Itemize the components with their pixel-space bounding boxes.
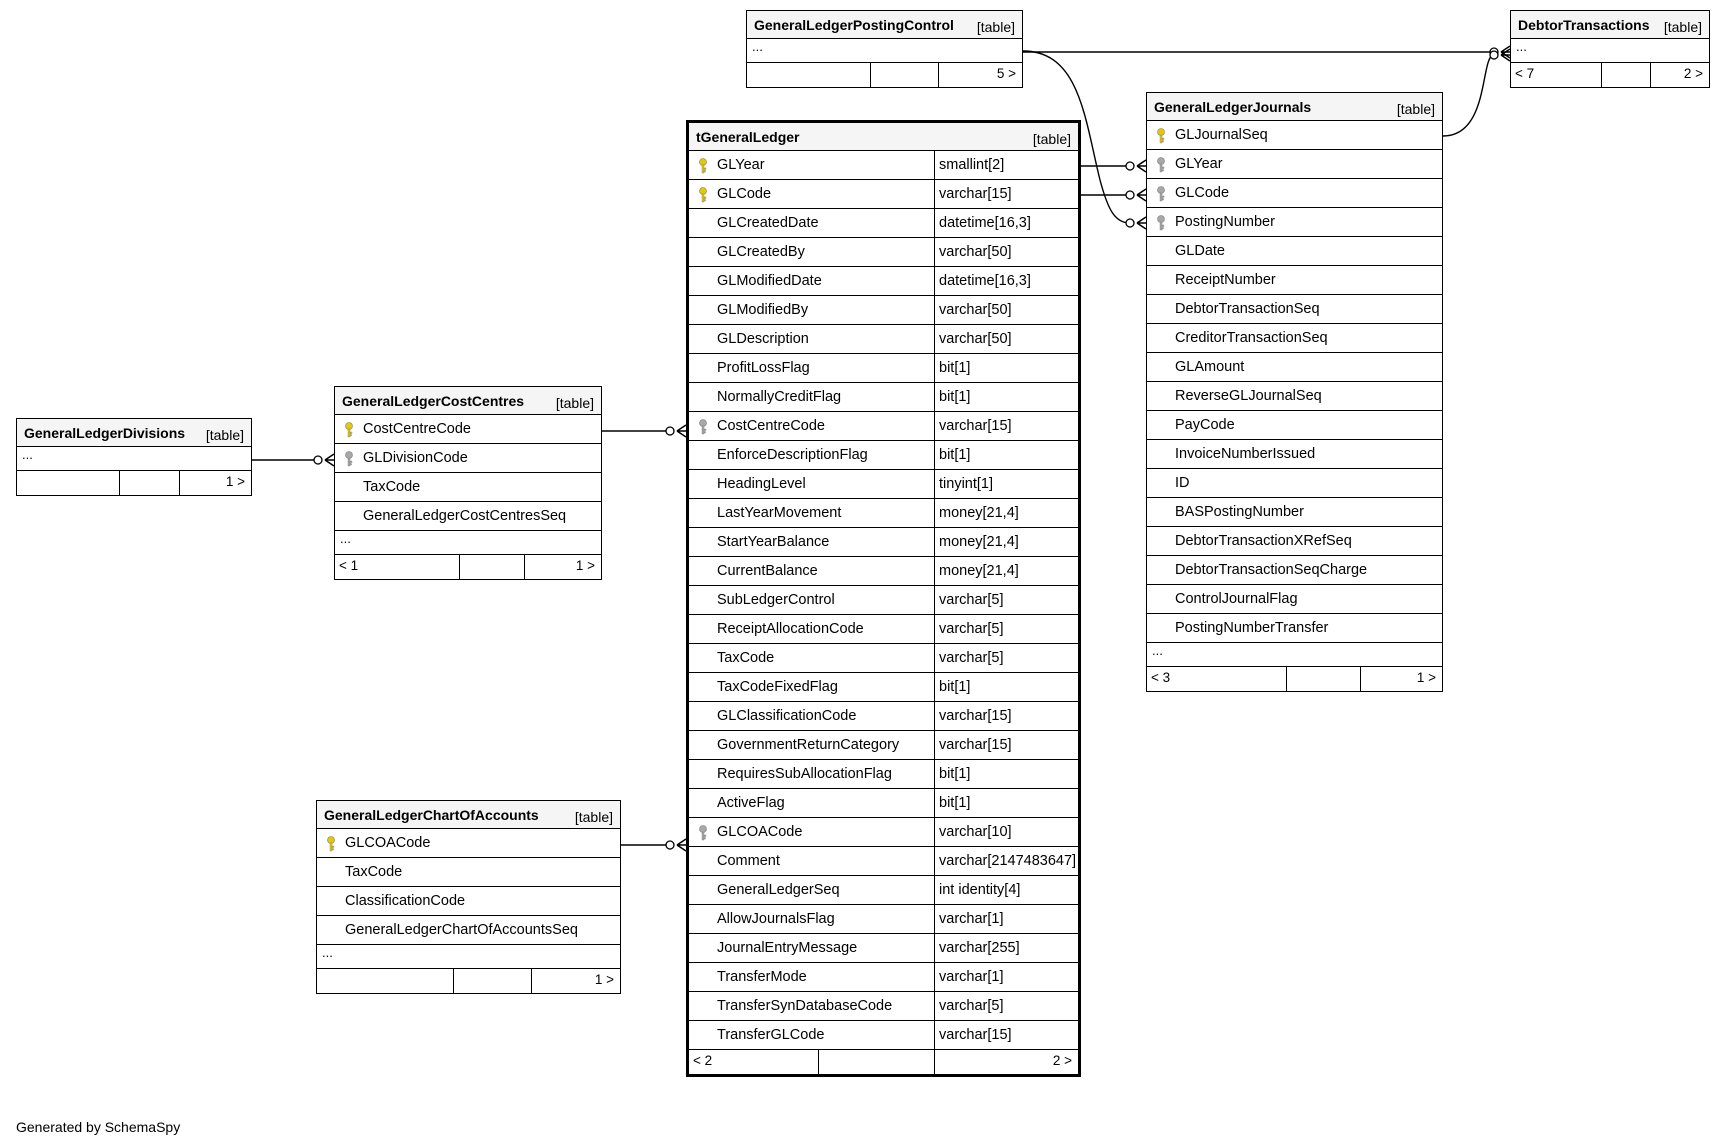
column-row[interactable] [689, 441, 1078, 470]
column-name: TaxCode [363, 479, 421, 495]
column-name: InvoiceNumberIssued [1175, 446, 1316, 462]
table-footer [1147, 667, 1442, 691]
column-type: bit[1] [934, 673, 1078, 701]
foreign-key-icon [698, 419, 708, 435]
column-row[interactable] [689, 731, 1078, 760]
column-name: RequiresSubAllocationFlag [717, 766, 892, 782]
ellipsis-row: ... [1147, 643, 1442, 667]
column-row[interactable] [1147, 237, 1442, 266]
column-name: ReceiptAllocationCode [717, 621, 864, 637]
column-type: varchar[5] [934, 644, 1078, 672]
column-list [689, 151, 1078, 1050]
column-row[interactable] [689, 1021, 1078, 1050]
column-name: ActiveFlag [717, 795, 785, 811]
column-row[interactable] [689, 818, 1078, 847]
column-type: varchar[255] [934, 934, 1078, 962]
column-type: varchar[15] [934, 731, 1078, 759]
column-row[interactable] [1147, 121, 1442, 150]
table-generalledgerpostingcontrol[interactable] [746, 10, 1023, 88]
crowfoot-icon [1126, 189, 1146, 201]
column-row[interactable] [689, 934, 1078, 963]
column-name: EnforceDescriptionFlag [717, 447, 868, 463]
column-type: money[21,4] [934, 557, 1078, 585]
column-name: GLAmount [1175, 359, 1245, 375]
primary-key-icon [326, 836, 336, 852]
column-row[interactable] [689, 644, 1078, 673]
edge-journal-debtor [1443, 55, 1494, 136]
ellipsis-row: ... [317, 945, 620, 969]
column-name: PayCode [1175, 417, 1235, 433]
table-name: GeneralLedgerDivisions [24, 425, 186, 441]
column-row[interactable] [335, 473, 601, 502]
column-name: SubLedgerControl [717, 592, 835, 608]
column-row[interactable] [1147, 353, 1442, 382]
column-type: varchar[2147483647] [934, 847, 1078, 875]
column-name: GLDate [1175, 243, 1225, 259]
crowfoot-icon [1490, 49, 1510, 61]
column-row[interactable] [1147, 498, 1442, 527]
footer-parent-count: < 1 [339, 558, 359, 573]
column-type: varchar[15] [934, 702, 1078, 730]
primary-key-icon [1156, 128, 1166, 144]
footer-parent-count: < 7 [1515, 66, 1535, 81]
column-name: TransferMode [717, 969, 807, 985]
column-row[interactable] [1147, 411, 1442, 440]
column-name: HeadingLevel [717, 476, 806, 492]
column-name: ID [1175, 475, 1190, 491]
column-name: PostingNumberTransfer [1175, 620, 1329, 636]
column-name: GLYear [717, 157, 765, 173]
column-type: datetime[16,3] [934, 267, 1078, 295]
column-type: tinyint[1] [934, 470, 1078, 498]
crowfoot-icon [666, 425, 686, 437]
ellipsis-row: ... [17, 447, 251, 471]
column-type: bit[1] [934, 789, 1078, 817]
table-generalledgerdivisions[interactable] [16, 418, 252, 496]
column-row[interactable] [689, 963, 1078, 992]
table-header [747, 11, 1022, 39]
column-row[interactable] [1147, 179, 1442, 208]
table-header [1147, 93, 1442, 121]
column-name: GeneralLedgerCostCentresSeq [363, 508, 567, 524]
table-footer [689, 1050, 1078, 1074]
footer-divider [818, 1050, 819, 1074]
column-name: GeneralLedgerSeq [717, 882, 840, 898]
column-row[interactable] [689, 847, 1078, 876]
crowfoot-icon [666, 839, 686, 851]
column-name: DebtorTransactionXRefSeq [1175, 533, 1352, 549]
column-row[interactable] [689, 180, 1078, 209]
footer-divider [1601, 63, 1602, 87]
column-row[interactable] [689, 615, 1078, 644]
column-name: PostingNumber [1175, 214, 1275, 230]
column-row[interactable] [689, 992, 1078, 1021]
footer-parent-count: < 3 [1151, 670, 1171, 685]
footer-divider [934, 1050, 935, 1074]
table-name: GeneralLedgerJournals [1154, 99, 1312, 115]
crowfoot-icon [1126, 217, 1146, 229]
table-footer [317, 969, 620, 993]
table-header [17, 419, 251, 447]
column-type: datetime[16,3] [934, 209, 1078, 237]
ellipsis-row: ... [335, 531, 601, 555]
column-type: bit[1] [934, 760, 1078, 788]
column-row[interactable] [1147, 614, 1442, 643]
column-type: money[21,4] [934, 499, 1078, 527]
column-row[interactable] [317, 916, 620, 945]
column-name: CreditorTransactionSeq [1175, 330, 1328, 346]
column-name: GLCreatedDate [717, 215, 819, 231]
footer-child-count: 1 > [575, 558, 595, 573]
footer-divider [119, 471, 120, 495]
table-header [1511, 11, 1709, 39]
column-row[interactable] [689, 586, 1078, 615]
footer-child-count: 2 > [1683, 66, 1703, 81]
column-row[interactable] [689, 876, 1078, 905]
footer-child-count: 5 > [996, 66, 1016, 81]
table-tgeneralledger[interactable] [686, 120, 1081, 1077]
column-name: TaxCodeFixedFlag [717, 679, 838, 695]
column-name: GLClassificationCode [717, 708, 857, 724]
column-row[interactable] [689, 267, 1078, 296]
footer-divider [1650, 63, 1651, 87]
column-type: varchar[50] [934, 325, 1078, 353]
column-list [1147, 121, 1442, 643]
footer-divider [453, 969, 454, 993]
column-type: varchar[10] [934, 818, 1078, 846]
table-tag: [table] [1032, 131, 1071, 147]
column-row[interactable] [689, 412, 1078, 441]
foreign-key-icon [1156, 157, 1166, 173]
column-name: GLCOACode [345, 835, 431, 851]
column-name: ClassificationCode [345, 893, 466, 909]
column-type: varchar[1] [934, 963, 1078, 991]
column-row[interactable] [689, 905, 1078, 934]
column-type: varchar[5] [934, 992, 1078, 1020]
column-name: GLCOACode [717, 824, 803, 840]
column-row[interactable] [335, 502, 601, 531]
primary-key-icon [698, 158, 708, 174]
column-name: TaxCode [717, 650, 775, 666]
primary-key-icon [344, 422, 354, 438]
table-name: GeneralLedgerCostCentres [342, 393, 525, 409]
column-name: TransferSynDatabaseCode [717, 998, 893, 1014]
column-name: GeneralLedgerChartOfAccountsSeq [345, 922, 578, 938]
column-type: bit[1] [934, 383, 1078, 411]
ellipsis-row: ... [747, 39, 1022, 63]
foreign-key-icon [698, 825, 708, 841]
column-type: int identity[4] [934, 876, 1078, 904]
footer-child-count: 2 > [1052, 1053, 1072, 1068]
column-row[interactable] [689, 296, 1078, 325]
column-name: GLCode [1175, 185, 1230, 201]
column-name: JournalEntryMessage [717, 940, 858, 956]
column-type: varchar[1] [934, 905, 1078, 933]
column-row[interactable] [689, 499, 1078, 528]
ellipsis-row: ... [1511, 39, 1709, 63]
column-type: varchar[15] [934, 412, 1078, 440]
column-name: LastYearMovement [717, 505, 842, 521]
column-row[interactable] [689, 673, 1078, 702]
column-name: GLDivisionCode [363, 450, 468, 466]
table-footer [747, 63, 1022, 87]
table-generalledgerjournals[interactable] [1146, 92, 1443, 692]
table-tag: [table] [1663, 19, 1702, 35]
column-row[interactable] [1147, 266, 1442, 295]
column-type: bit[1] [934, 354, 1078, 382]
column-row[interactable] [1147, 527, 1442, 556]
table-footer [335, 555, 601, 579]
foreign-key-icon [1156, 215, 1166, 231]
column-type: money[21,4] [934, 528, 1078, 556]
footer-divider [459, 555, 460, 579]
column-row[interactable] [689, 557, 1078, 586]
column-name: GLJournalSeq [1175, 127, 1268, 143]
column-row[interactable] [317, 887, 620, 916]
footer-divider [870, 63, 871, 87]
table-generalledgercostcentres[interactable] [334, 386, 602, 580]
column-row[interactable] [1147, 295, 1442, 324]
table-tag: [table] [976, 19, 1015, 35]
column-name: DebtorTransactionSeqCharge [1175, 562, 1368, 578]
footer-child-count: 1 > [225, 474, 245, 489]
column-row[interactable] [689, 383, 1078, 412]
footer-divider [938, 63, 939, 87]
column-name: TransferGLCode [717, 1027, 825, 1043]
column-row[interactable] [1147, 440, 1442, 469]
column-name: ReceiptNumber [1175, 272, 1276, 288]
table-tag: [table] [1396, 101, 1435, 117]
column-type: varchar[5] [934, 586, 1078, 614]
footer-parent-count: < 2 [693, 1053, 713, 1068]
column-type: bit[1] [934, 441, 1078, 469]
column-row[interactable] [1147, 469, 1442, 498]
column-name: ControlJournalFlag [1175, 591, 1298, 607]
footer-child-count: 1 > [594, 972, 614, 987]
primary-key-icon [698, 187, 708, 203]
table-tag: [table] [555, 395, 594, 411]
column-row[interactable] [1147, 324, 1442, 353]
table-tag: [table] [205, 427, 244, 443]
column-row[interactable] [689, 325, 1078, 354]
footer-child-count: 1 > [1416, 670, 1436, 685]
table-header [317, 801, 620, 829]
table-header [689, 123, 1078, 151]
column-row[interactable] [689, 238, 1078, 267]
column-name: AllowJournalsFlag [717, 911, 835, 927]
column-list [335, 415, 601, 531]
table-header [335, 387, 601, 415]
column-row[interactable] [689, 470, 1078, 499]
column-type: varchar[5] [934, 615, 1078, 643]
crowfoot-icon [314, 454, 334, 466]
column-row[interactable] [1147, 585, 1442, 614]
column-name: NormallyCreditFlag [717, 389, 842, 405]
column-name: BASPostingNumber [1175, 504, 1304, 520]
column-name: GLYear [1175, 156, 1223, 172]
column-name: DebtorTransactionSeq [1175, 301, 1320, 317]
table-generalledgerchartofaccounts[interactable] [316, 800, 621, 994]
table-name: tGeneralLedger [696, 129, 800, 145]
column-row[interactable] [689, 789, 1078, 818]
column-type: varchar[50] [934, 296, 1078, 324]
column-name: GovernmentReturnCategory [717, 737, 900, 753]
column-name: GLCreatedBy [717, 244, 805, 260]
column-row[interactable] [1147, 382, 1442, 411]
column-name: GLModifiedBy [717, 302, 809, 318]
column-list [317, 829, 620, 945]
table-footer [17, 471, 251, 495]
column-row[interactable] [689, 528, 1078, 557]
column-name: ReverseGLJournalSeq [1175, 388, 1322, 404]
column-row[interactable] [689, 760, 1078, 789]
table-name: GeneralLedgerPostingControl [754, 17, 954, 33]
foreign-key-icon [344, 451, 354, 467]
column-type: varchar[50] [934, 238, 1078, 266]
column-name: GLModifiedDate [717, 273, 822, 289]
column-row[interactable] [317, 829, 620, 858]
table-name: DebtorTransactions [1518, 17, 1650, 33]
column-row[interactable] [335, 415, 601, 444]
column-name: ProfitLossFlag [717, 360, 810, 376]
table-footer [1511, 63, 1709, 87]
column-row[interactable] [689, 354, 1078, 383]
column-name: Comment [717, 853, 780, 869]
column-name: GLDescription [717, 331, 809, 347]
column-name: CostCentreCode [363, 421, 471, 437]
column-name: GLCode [717, 186, 772, 202]
generated-by-label: Generated by SchemaSpy [16, 1119, 181, 1135]
table-debtortransactions[interactable] [1510, 10, 1710, 88]
column-row[interactable] [1147, 208, 1442, 237]
foreign-key-icon [1156, 186, 1166, 202]
column-name: StartYearBalance [717, 534, 830, 550]
footer-divider [531, 969, 532, 993]
footer-divider [1360, 667, 1361, 691]
column-row[interactable] [1147, 556, 1442, 585]
column-row[interactable] [1147, 150, 1442, 179]
column-row[interactable] [689, 702, 1078, 731]
column-name: CostCentreCode [717, 418, 825, 434]
crowfoot-icon [1126, 160, 1146, 172]
footer-divider [1286, 667, 1287, 691]
footer-divider [179, 471, 180, 495]
column-name: TaxCode [345, 864, 403, 880]
column-type: smallint[2] [934, 151, 1078, 179]
column-type: varchar[15] [934, 180, 1078, 208]
column-row[interactable] [317, 858, 620, 887]
table-tag: [table] [574, 809, 613, 825]
table-name: GeneralLedgerChartOfAccounts [324, 807, 539, 823]
column-row[interactable] [335, 444, 601, 473]
column-type: varchar[15] [934, 1021, 1078, 1049]
column-name: CurrentBalance [717, 563, 818, 579]
column-row[interactable] [689, 209, 1078, 238]
column-row[interactable] [689, 151, 1078, 180]
footer-divider [524, 555, 525, 579]
